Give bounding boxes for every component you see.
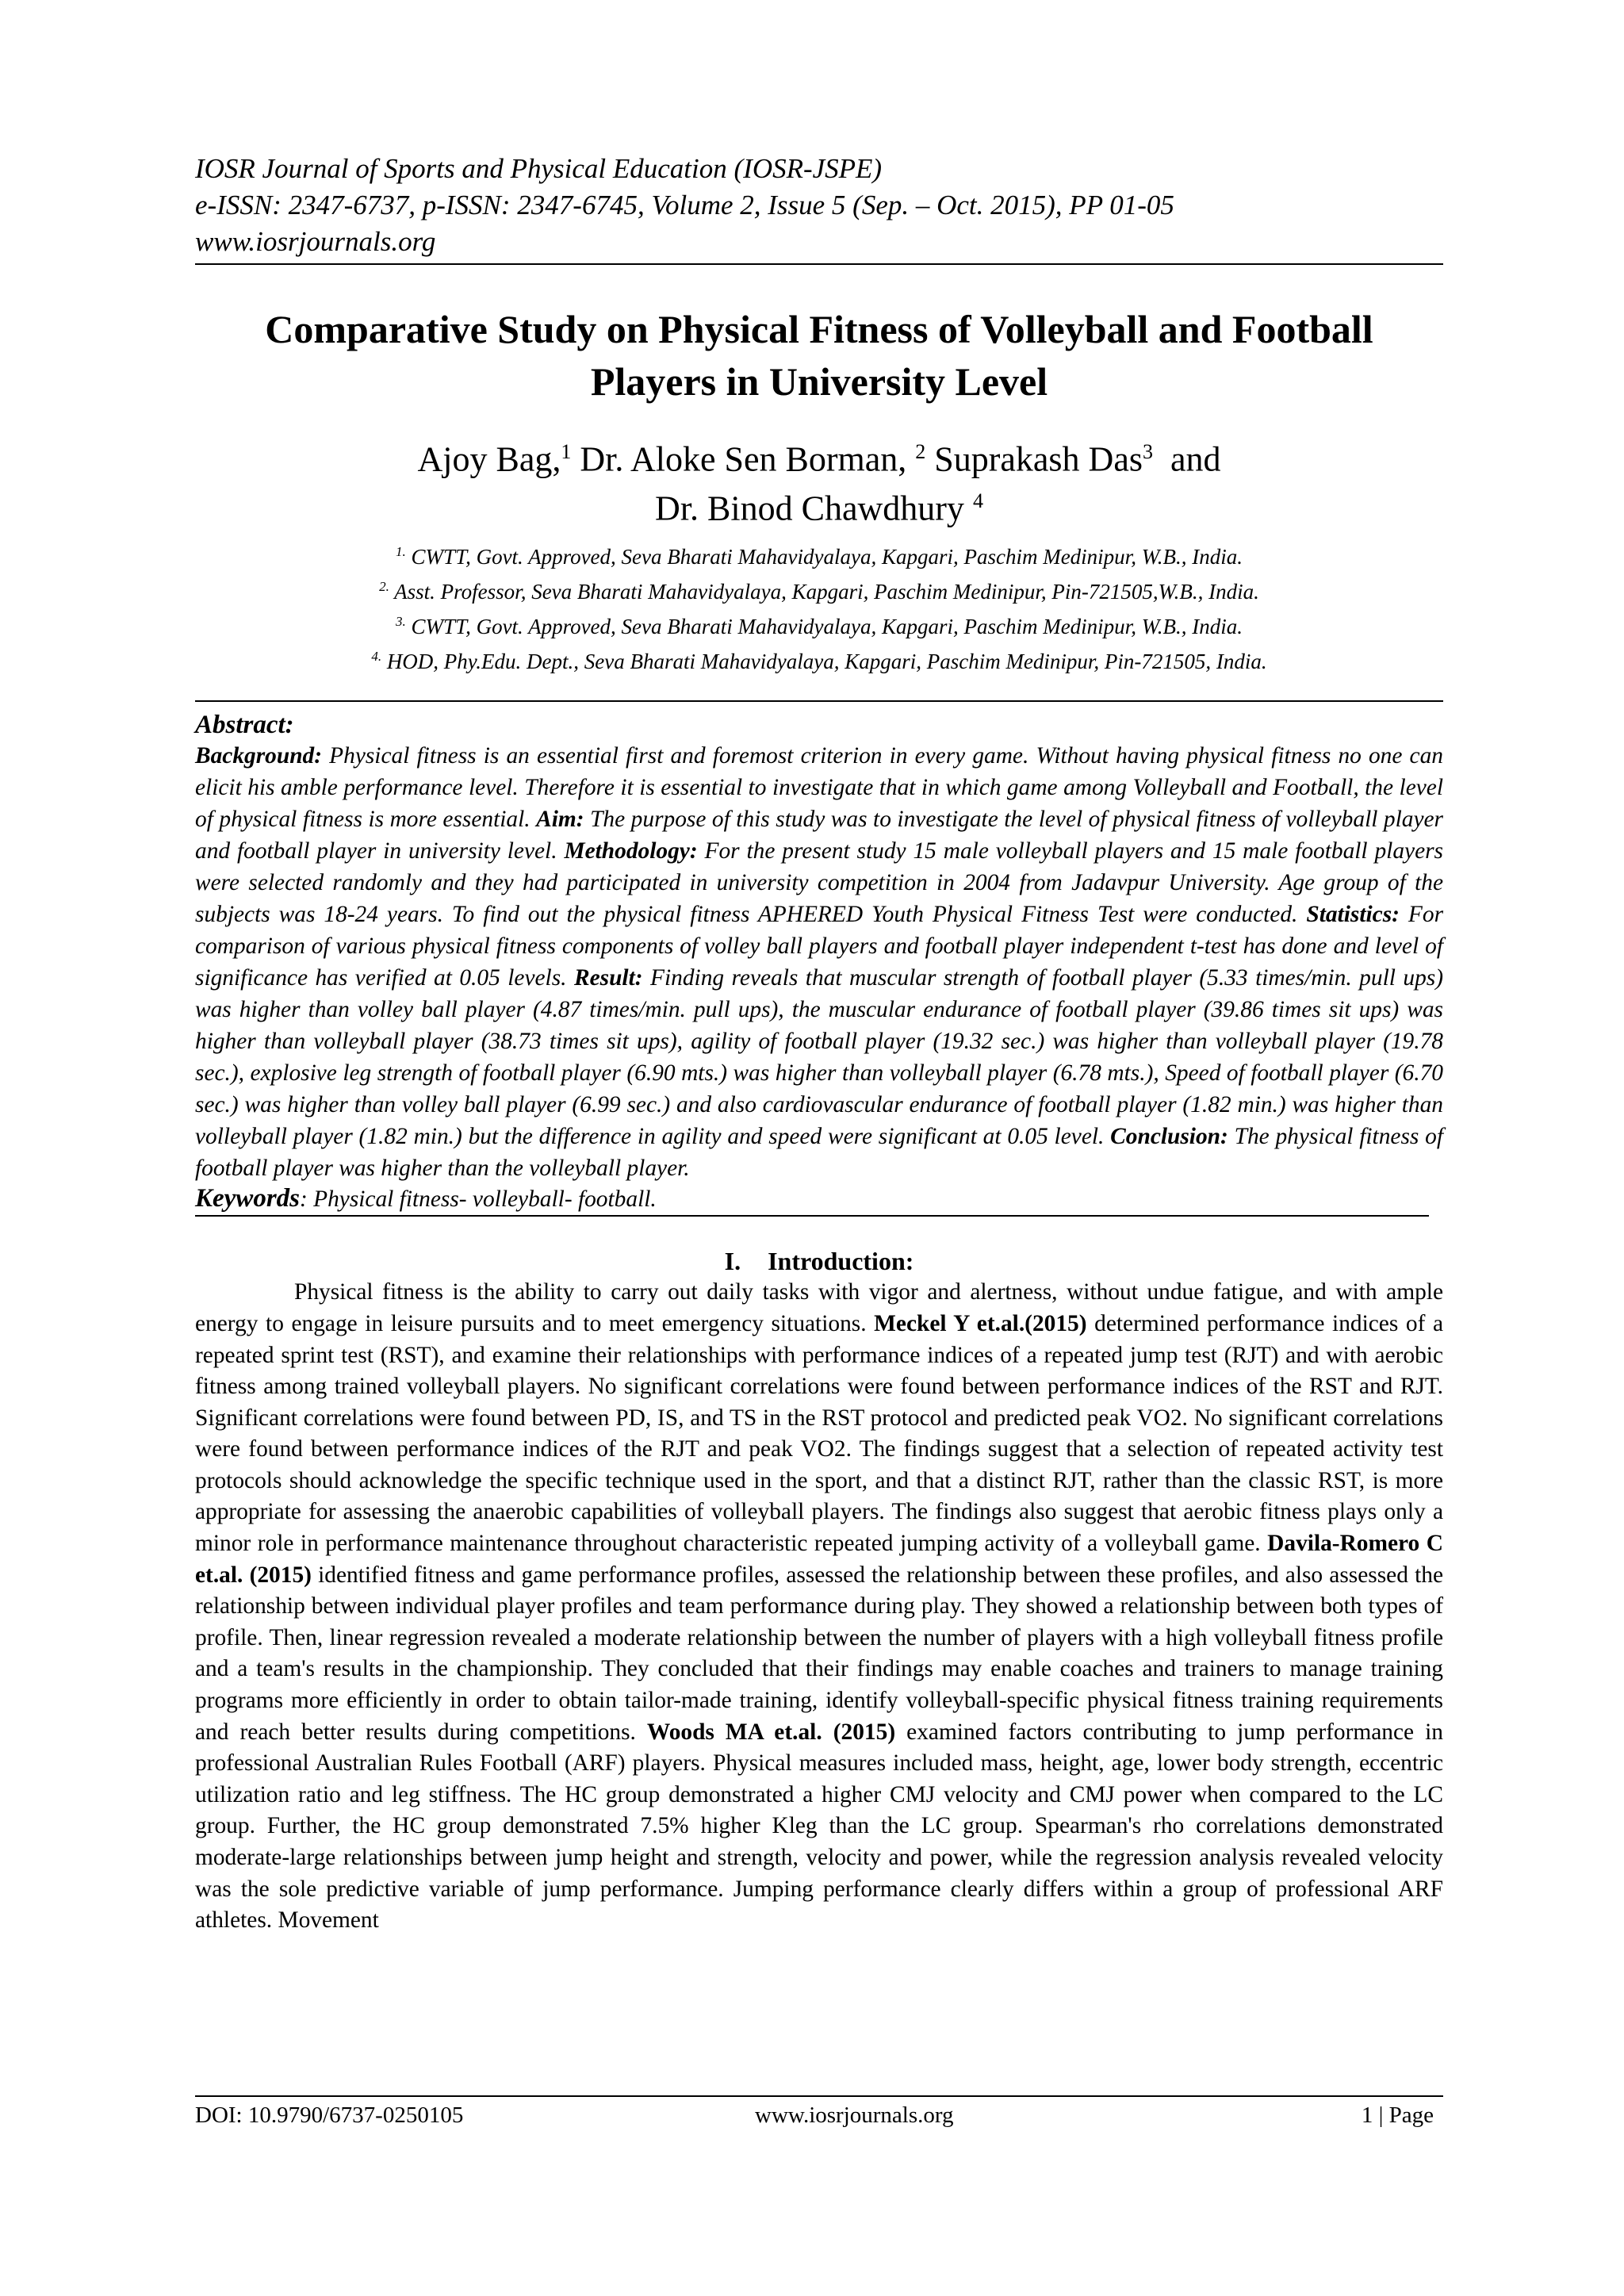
affiliation-4 (195, 642, 1443, 677)
affiliation-4-number: 4. (371, 649, 382, 665)
paper-title (195, 303, 1443, 408)
abstract-methodology-label: Methodology: (564, 838, 698, 864)
footer-doi: DOI: 10.9790/6737-0250105 (195, 2102, 464, 2128)
title-line-1: Comparative Study on Physical Fitness of Volleyball and Football (265, 307, 1373, 351)
authors-line-1 (195, 431, 1443, 481)
affiliation-2-text: Asst. Professor, Seva Bharati Mahavidyalaya, Kapgari, Paschim Medinipur, Pin-721505,W.B., India. (394, 580, 1259, 604)
keywords (195, 1184, 1429, 1217)
issn-line: e-ISSN: 2347-6737, p-ISSN: 2347-6745, Volume 2, Issue 5 (Sep. – Oct. 2015), PP 01-05 (195, 190, 1174, 220)
author-4: Dr. Binod Chawdhury (655, 489, 964, 528)
abstract-result-label: Result: (573, 965, 643, 991)
abstract-methodology: For the present study 15 male volleyball players and 15 male football players were selected randomly and they had participated in university competition in 2004 from Jadavpur University. Age group of the subjects was 18-24 years. To find out the physical fitness APHERED Youth Physical Fitness Test were conducted. (195, 838, 1443, 928)
author-4-affil: 4 (972, 489, 983, 512)
intro-text-2: determined performance indices of a repeated sprint test (RST), and examine their relationships with performance indices of a repeated jump test (RJT) and with aerobic fitness among trained volleyball players. No significant correlations were found between performance indices of the RST and RJT. Significant correlations were found between PD, IS, and TS in the RST protocol and predicted peak VO2. No significant correlations were found between performance indices of the RJT and peak VO2. The findings suggest that a selection of repeated activity test protocols should acknowledge the specific technique used in the sport, and that a distinct RJT, rather than the classic RST, is more appropriate for assessing the anaerobic capabilities of volleyball players. The findings also suggest that aerobic fitness plays only a minor role in performance maintenance throughout characteristic repeated jumping activity of a volleyball game. (195, 1310, 1443, 1557)
footer-website: www.iosrjournals.org (755, 2102, 954, 2128)
abstract-statistics-label: Statistics: (1306, 902, 1400, 928)
journal-header (195, 151, 1443, 260)
affiliation-1 (195, 537, 1443, 572)
author-3: Suprakash Das (934, 439, 1143, 479)
intro-text-1: Physical fitness is the ability to carry out daily tasks with vigor and alertness, without undue fatigue, and with ample energy to engage in leisure pursuits and to meet emergency situations. (195, 1279, 1443, 1336)
affiliation-3-number: 3. (396, 614, 406, 630)
affiliation-4-text: HOD, Phy.Edu. Dept., Seva Bharati Mahavidyalaya, Kapgari, Paschim Medinipur, Pin-721505, India. (386, 650, 1267, 674)
journal-name: IOSR Journal of Sports and Physical Education (IOSR-JSPE) (195, 153, 883, 184)
section-number: I. (724, 1247, 741, 1276)
citation-meckel: Meckel Y et.al.(2015) (874, 1310, 1087, 1336)
abstract-statistics: For comparison of various physical fitness components of volley ball players and football player independent t-test has done and level of significance has verified at 0.05 levels. (195, 902, 1444, 991)
affiliation-list (195, 537, 1443, 677)
title-line-2: Players in University Level (590, 359, 1048, 404)
abstract-aim: The purpose of this study was to investigate the level of physical fitness of volleyball player and football player in university level. (195, 807, 1443, 864)
affiliation-2-number: 2. (379, 579, 389, 595)
intro-text-3: identified fitness and game performance profiles, assessed the relationship between these profiles, and also assessed the relationship between individual player profiles and team performance during play. They showed a relationship between both types of profile. Then, linear regression revealed a moderate relationship between the number of players with a high volleyball fitness profile and a team's results in the championship. They concluded that their findings may enable coaches and trainers to manage training programs more efficiently in order to obtain tailor-made training, identify volleyball-specific physical fitness training requirements and reach better results during competitions. (195, 1562, 1443, 1745)
author-list (195, 431, 1443, 529)
affiliation-1-number: 1. (396, 544, 406, 560)
author-2: Dr. Aloke Sen Borman, (580, 439, 907, 479)
keywords-label: Keywords (195, 1184, 300, 1213)
abstract-heading: Abstract: (195, 711, 294, 740)
abstract-conclusion: The physical fitness of football player was higher than the volleyball player. (195, 1124, 1443, 1182)
intro-text-4: examined factors contributing to jump performance in professional Australian Rules Football (ARF) players. Physical measures included mass, height, age, lower body strength, eccentric utilization ratio and leg stiffness. The HC group demonstrated a higher CMJ velocity and CMJ power when compared to the LC group. Further, the HC group demonstrated 7.5% higher Kleg than the LC group. Spearman's rho correlations demonstrated moderate-large relationships between jump height and strength, velocity and power, while the regression analysis revealed velocity was the sole predictive variable of jump performance. Jumping performance clearly differs within a group of professional ARF athletes. Movement (195, 1719, 1443, 1934)
keywords-text: : Physical fitness- volleyball- football. (300, 1186, 657, 1213)
author-conjunction: and (1170, 439, 1221, 479)
affiliation-1-text: CWTT, Govt. Approved, Seva Bharati Mahavidyalaya, Kapgari, Paschim Medinipur, W.B., India. (411, 545, 1243, 569)
affiliation-2 (195, 572, 1443, 607)
affiliation-3-text: CWTT, Govt. Approved, Seva Bharati Mahavidyalaya, Kapgari, Paschim Medinipur, W.B., India. (411, 615, 1243, 639)
affiliation-3 (195, 607, 1443, 642)
footer-page-number: 1 | Page (1361, 2102, 1434, 2128)
introduction-paragraph (195, 1277, 1443, 1936)
abstract-body (195, 740, 1443, 1184)
author-2-affil: 2 (915, 440, 926, 463)
section-title: Introduction: (768, 1247, 914, 1276)
author-1-affil: 1 (561, 440, 572, 463)
section-heading-introduction (195, 1245, 1443, 1277)
author-3-affil: 3 (1142, 440, 1153, 463)
abstract-result: Finding reveals that muscular strength of football player (5.33 times/min. pull ups) was higher than volley ball player (4.87 times/min. pull ups), the muscular endurance of football player (39.86 times sit ups) was higher than volleyball player (38.73 times sit ups), agility of football player (19.32 sec.) was higher than volleyball player (19.78 sec.), explosive leg strength of football player (6.90 mts.) was higher than volleyball player (6.78 mts.), Speed of football player (6.70 sec.) was higher than volley ball player (6.99 sec.) and also cardiovascular endurance of football player (1.82 min.) was higher than volleyball player (1.82 min.) but the difference in agility and speed were significant at 0.05 level. (195, 965, 1443, 1150)
header-divider (195, 263, 1443, 265)
abstract-background: Physical fitness is an essential first and foremost criterion in every game. Without having physical fitness no one can elicit his amble performance level. Therefore it is essential to investigate that in which game among Volleyball and Football, the level of physical fitness is more essential. (195, 743, 1443, 833)
abstract-divider (195, 700, 1443, 702)
paper-page (195, 151, 1443, 1937)
page-footer (195, 2095, 1443, 2128)
abstract-aim-label: Aim: (536, 807, 584, 833)
abstract-background-label: Background: (195, 743, 323, 769)
author-1: Ajoy Bag, (417, 439, 561, 479)
citation-woods: Woods MA et.al. (2015) (646, 1719, 896, 1745)
authors-line-2 (195, 481, 1443, 530)
citation-davila-romero: Davila-Romero C et.al. (2015) (195, 1531, 1443, 1588)
journal-website: www.iosrjournals.org (195, 226, 436, 257)
abstract-conclusion-label: Conclusion: (1110, 1124, 1228, 1150)
